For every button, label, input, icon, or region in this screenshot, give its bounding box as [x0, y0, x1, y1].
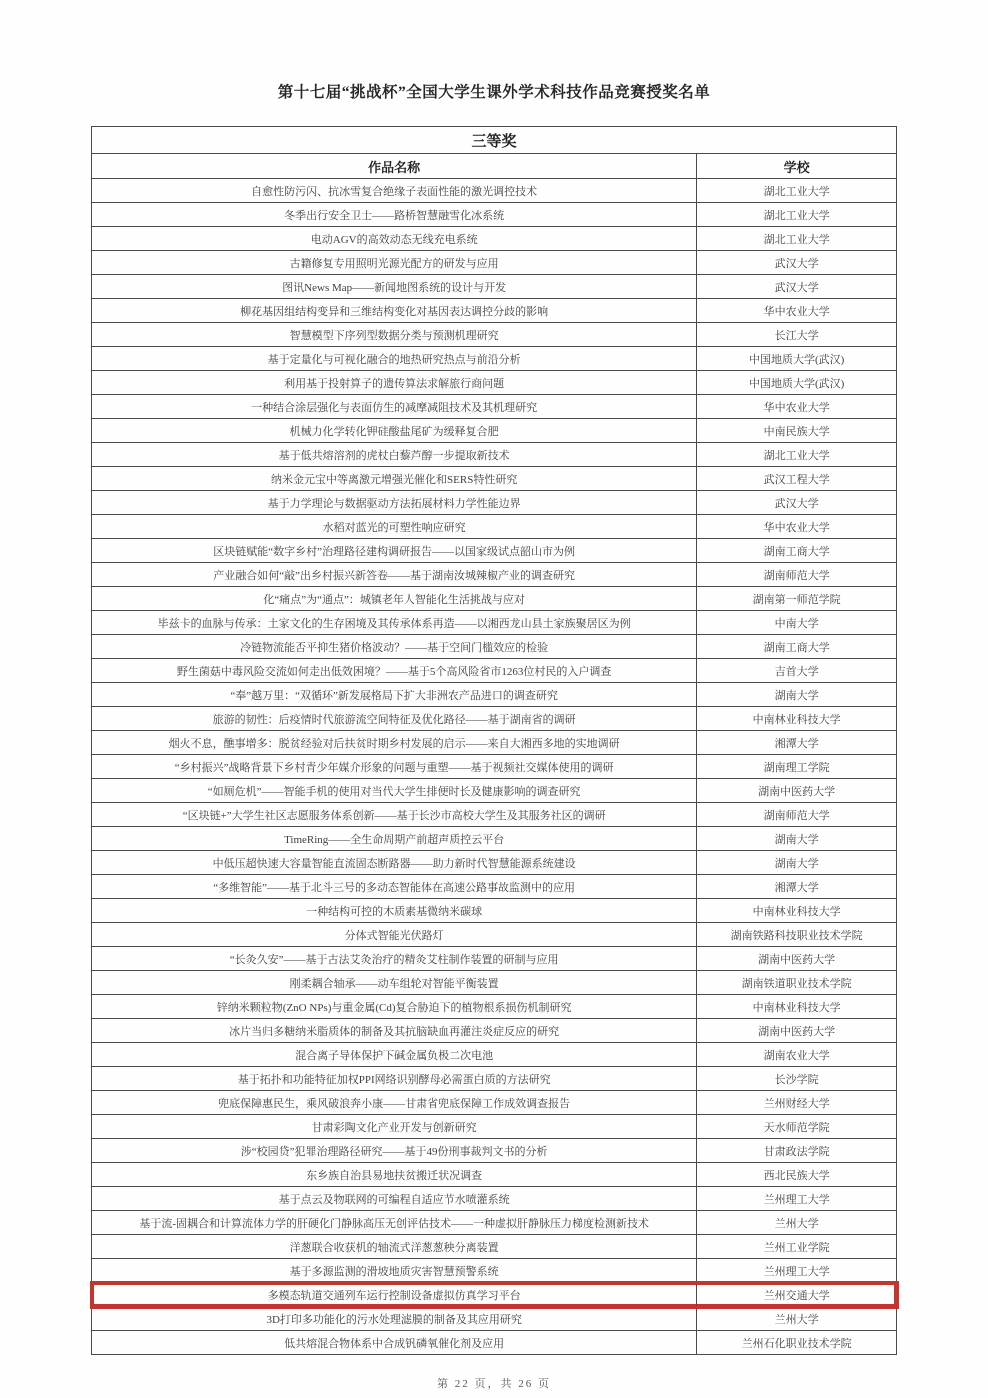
- work-title-cell: 刚柔耦合轴承——动车组轮对智能平衡装置: [92, 971, 697, 995]
- school-cell: 湖南中医药大学: [697, 947, 897, 971]
- work-title-cell: 甘肃彩陶文化产业开发与创新研究: [92, 1115, 697, 1139]
- page-title: 第十七届“挑战杯”全国大学生课外学术科技作品竞赛授奖名单: [277, 84, 711, 101]
- table-row: [92, 275, 897, 299]
- work-title-cell: 柳花基因组结构变异和三维结构变化对基因表达调控分歧的影响: [92, 299, 697, 323]
- table-row: [92, 179, 897, 203]
- table-row: [92, 635, 897, 659]
- school-cell: 西北民族大学: [697, 1163, 897, 1187]
- school-cell: 中国地质大学(武汉): [697, 347, 897, 371]
- work-title-cell: “奉”越万里：“双循环”新发展格局下扩大非洲农产品进口的调查研究: [92, 683, 697, 707]
- work-title-cell: 一种结构可控的木质素基微纳米碳球: [92, 899, 697, 923]
- school-cell: 湖南工商大学: [697, 635, 897, 659]
- section-header: 三等奖: [92, 127, 897, 154]
- table-row: [92, 827, 897, 851]
- section-header-row: [92, 127, 897, 154]
- column-header-work: 作品名称: [92, 154, 697, 179]
- school-cell: 湖南铁路科技职业技术学院: [697, 923, 897, 947]
- school-cell: 长江大学: [697, 323, 897, 347]
- school-cell: 湖北工业大学: [697, 443, 897, 467]
- table-row: [92, 587, 897, 611]
- table-row: [92, 1331, 897, 1355]
- table-row: [92, 1115, 897, 1139]
- work-title-cell: 区块链赋能“数字乡村”治理路径建构调研报告——以国家级试点韶山市为例: [92, 539, 697, 563]
- table-row: [92, 1091, 897, 1115]
- work-title-cell: 基于定量化与可视化融合的地热研究热点与前沿分析: [92, 347, 697, 371]
- table-row: [92, 923, 897, 947]
- work-title-cell: 冷链物流能否平抑生猪价格波动？——基于空间门槛效应的检验: [92, 635, 697, 659]
- table-row: [92, 1043, 897, 1067]
- table-row: [92, 347, 897, 371]
- table-row: [92, 515, 897, 539]
- work-title-cell: 基于流-固耦合和计算流体力学的肝硬化门静脉高压无创评估技术——一种虚拟肝静脉压力梯度检测新技术: [92, 1211, 697, 1235]
- table-row: [92, 1259, 897, 1283]
- work-title-cell: 产业融合如何“敲”出乡村振兴新答卷——基于湖南汝城辣椒产业的调查研究: [92, 563, 697, 587]
- table-row: [92, 851, 897, 875]
- awards-table: [91, 126, 897, 1355]
- work-title-cell: 多模态轨道交通列车运行控制设备虚拟仿真学习平台: [92, 1283, 697, 1307]
- school-cell: 华中农业大学: [697, 395, 897, 419]
- table-row: [92, 1307, 897, 1331]
- school-cell: 中南林业科技大学: [697, 899, 897, 923]
- school-cell: 湖南中医药大学: [697, 779, 897, 803]
- work-title-cell: 机械力化学转化钾硅酸盐尾矿为缓释复合肥: [92, 419, 697, 443]
- work-title-cell: 古籍修复专用照明光源光配方的研发与应用: [92, 251, 697, 275]
- school-cell: 湖北工业大学: [697, 203, 897, 227]
- school-cell: 兰州石化职业技术学院: [697, 1331, 897, 1355]
- page-footer: 第 22 页，共 26 页: [437, 1378, 551, 1390]
- school-cell: 湘潭大学: [697, 731, 897, 755]
- school-cell: 湖南大学: [697, 851, 897, 875]
- work-title-cell: TimeRing——全生命周期产前超声质控云平台: [92, 827, 697, 851]
- school-cell: 湖南理工学院: [697, 755, 897, 779]
- school-cell: 湖北工业大学: [697, 179, 897, 203]
- work-title-cell: 中低压超快速大容量智能直流固态断路器——助力新时代智慧能源系统建设: [92, 851, 697, 875]
- work-title-cell: 混合离子导体保护下碱金属负极二次电池: [92, 1043, 697, 1067]
- table-row: [92, 707, 897, 731]
- work-title-cell: 毕兹卡的血脉与传承：土家文化的生存困境及其传承体系再造——以湘西龙山县土家族聚居区为例: [92, 611, 697, 635]
- work-title-cell: 东乡族自治县易地扶贫搬迁状况调查: [92, 1163, 697, 1187]
- table-row: [92, 755, 897, 779]
- table-row: [92, 779, 897, 803]
- school-cell: 兰州理工大学: [697, 1259, 897, 1283]
- table-row: [92, 371, 897, 395]
- table-row: [92, 1139, 897, 1163]
- work-title-cell: 基于力学理论与数据驱动方法拓展材料力学性能边界: [92, 491, 697, 515]
- school-cell: 兰州大学: [697, 1307, 897, 1331]
- work-title-cell: 冬季出行安全卫士——路桥智慧融雪化冰系统: [92, 203, 697, 227]
- work-title-cell: 分体式智能光伏路灯: [92, 923, 697, 947]
- school-cell: 湖南第一师范学院: [697, 587, 897, 611]
- work-title-cell: “如厕危机”——智能手机的使用对当代大学生排便时长及健康影响的调查研究: [92, 779, 697, 803]
- work-title-cell: “区块链+”大学生社区志愿服务体系创新——基于长沙市高校大学生及其服务社区的调研: [92, 803, 697, 827]
- school-cell: 兰州理工大学: [697, 1187, 897, 1211]
- school-cell: 中南林业科技大学: [697, 995, 897, 1019]
- school-cell: 兰州交通大学: [697, 1283, 897, 1307]
- school-cell: 华中农业大学: [697, 515, 897, 539]
- school-cell: 湖北工业大学: [697, 227, 897, 251]
- work-title-cell: 烟火不息，醮事增多：脱贫经验对后扶贫时期乡村发展的启示——来自大湘西多地的实地调研: [92, 731, 697, 755]
- school-cell: 吉首大学: [697, 659, 897, 683]
- school-cell: 湖南大学: [697, 827, 897, 851]
- table-row: [92, 419, 897, 443]
- school-cell: 兰州工业学院: [697, 1235, 897, 1259]
- work-title-cell: 冰片当归多糖纳米脂质体的制备及其抗脑缺血再灌注炎症反应的研究: [92, 1019, 697, 1043]
- work-title-cell: 纳米金元宝中等离激元增强光催化和SERS特性研究: [92, 467, 697, 491]
- school-cell: 天水师范学院: [697, 1115, 897, 1139]
- table-row: [92, 467, 897, 491]
- work-title-cell: 洋葱联合收获机的轴流式洋葱葱秧分离装置: [92, 1235, 697, 1259]
- table-row: [92, 227, 897, 251]
- school-cell: 长沙学院: [697, 1067, 897, 1091]
- work-title-cell: 电动AGV的高效动态无线充电系统: [92, 227, 697, 251]
- school-cell: 中南林业科技大学: [697, 707, 897, 731]
- table-body: [92, 179, 897, 1355]
- table-row: [92, 611, 897, 635]
- table-row: [92, 1211, 897, 1235]
- table-row: [92, 491, 897, 515]
- table-row: [92, 323, 897, 347]
- school-cell: 华中农业大学: [697, 299, 897, 323]
- work-title-cell: 图讯News Map——新闻地图系统的设计与开发: [92, 275, 697, 299]
- table-row: [92, 395, 897, 419]
- work-title-cell: 低共熔混合物体系中合成钒磷氧催化剂及应用: [92, 1331, 697, 1355]
- work-title-cell: 基于拓扑和功能特征加权PPI网络识别酵母必需蛋白质的方法研究: [92, 1067, 697, 1091]
- table-row: [92, 659, 897, 683]
- table-row: [92, 899, 897, 923]
- table-row: [92, 1235, 897, 1259]
- column-header-school: 学校: [697, 154, 897, 179]
- table-row: [92, 443, 897, 467]
- table-row: [92, 251, 897, 275]
- school-cell: 兰州财经大学: [697, 1091, 897, 1115]
- table-row: [92, 539, 897, 563]
- school-cell: 兰州大学: [697, 1211, 897, 1235]
- work-title-cell: 自愈性防污闪、抗冰雪复合绝缘子表面性能的激光调控技术: [92, 179, 697, 203]
- table-row-highlighted: [92, 1283, 897, 1307]
- table-row: [92, 683, 897, 707]
- table-row: [92, 1187, 897, 1211]
- work-title-cell: 3D打印多功能化的污水处理滤膜的制备及其应用研究: [92, 1307, 697, 1331]
- work-title-cell: “长灸久安”——基于古法艾灸治疗的精灸艾柱制作装置的研制与应用: [92, 947, 697, 971]
- work-title-cell: 智慧模型下序列型数据分类与预测机理研究: [92, 323, 697, 347]
- work-title-cell: 基于低共熔溶剂的虎杖白藜芦醇一步提取新技术: [92, 443, 697, 467]
- work-title-cell: 野生菌菇中毒风险交流如何走出低效困境？——基于5个高风险省市1263位村民的入户调查: [92, 659, 697, 683]
- work-title-cell: “多维智能”——基于北斗三号的多动态智能体在高速公路事故监测中的应用: [92, 875, 697, 899]
- work-title-cell: 旅游的韧性：后疫情时代旅游流空间特征及优化路径——基于湖南省的调研: [92, 707, 697, 731]
- school-cell: 中南大学: [697, 611, 897, 635]
- work-title-cell: 基于点云及物联网的可编程自适应节水喷灌系统: [92, 1187, 697, 1211]
- table-row: [92, 875, 897, 899]
- work-title-cell: 兜底保障惠民生，乘风破浪奔小康——甘肃省兜底保障工作成效调查报告: [92, 1091, 697, 1115]
- table-row: [92, 203, 897, 227]
- table-row: [92, 947, 897, 971]
- table-row: [92, 1163, 897, 1187]
- school-cell: 武汉大学: [697, 275, 897, 299]
- school-cell: 湖南工商大学: [697, 539, 897, 563]
- table-row: [92, 299, 897, 323]
- school-cell: 湖南中医药大学: [697, 1019, 897, 1043]
- table-row: [92, 731, 897, 755]
- column-header-row: [92, 154, 897, 179]
- table-row: [92, 1067, 897, 1091]
- school-cell: 湖南师范大学: [697, 563, 897, 587]
- school-cell: 中南民族大学: [697, 419, 897, 443]
- table-row: [92, 995, 897, 1019]
- school-cell: 湖南大学: [697, 683, 897, 707]
- school-cell: 湘潭大学: [697, 875, 897, 899]
- work-title-cell: 锌纳米颗粒物(ZnO NPs)与重金属(Cd)复合胁迫下的植物根系损伤机制研究: [92, 995, 697, 1019]
- school-cell: 甘肃政法学院: [697, 1139, 897, 1163]
- work-title-cell: 涉“校园贷”犯罪治理路径研究——基于49份刑事裁判文书的分析: [92, 1139, 697, 1163]
- work-title-cell: 基于多源监测的滑坡地质灾害智慧预警系统: [92, 1259, 697, 1283]
- work-title-cell: “乡村振兴”战略背景下乡村青少年媒介形象的问题与重塑——基于视频社交媒体使用的调研: [92, 755, 697, 779]
- school-cell: 中国地质大学(武汉): [697, 371, 897, 395]
- work-title-cell: 一种结合涂层强化与表面仿生的减摩减阻技术及其机理研究: [92, 395, 697, 419]
- school-cell: 武汉工程大学: [697, 467, 897, 491]
- table-row: [92, 563, 897, 587]
- table-row: [92, 803, 897, 827]
- school-cell: 武汉大学: [697, 251, 897, 275]
- work-title-cell: 水稻对蓝光的可塑性响应研究: [92, 515, 697, 539]
- work-title-cell: 利用基于投射算子的遗传算法求解旅行商问题: [92, 371, 697, 395]
- school-cell: 湖南农业大学: [697, 1043, 897, 1067]
- table-row: [92, 971, 897, 995]
- work-title-cell: 化“痛点”为“通点”：城镇老年人智能化生活挑战与应对: [92, 587, 697, 611]
- school-cell: 湖南铁道职业技术学院: [697, 971, 897, 995]
- school-cell: 武汉大学: [697, 491, 897, 515]
- table-row: [92, 1019, 897, 1043]
- school-cell: 湖南师范大学: [697, 803, 897, 827]
